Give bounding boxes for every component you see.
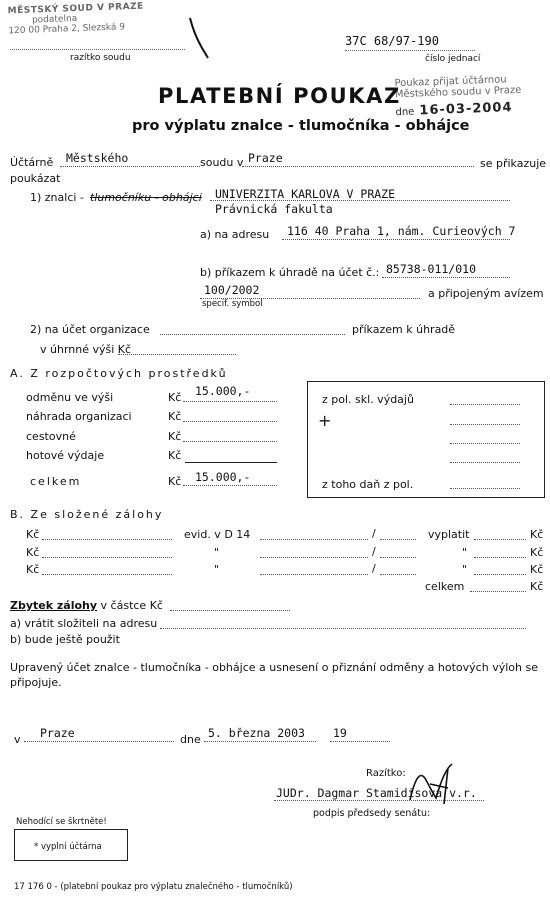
recipient-line2: Právnická fakulta (215, 202, 333, 216)
court-stamp-label: razítko soudu (70, 53, 131, 63)
form-code: 17 176 0 - (platební poukaz pro výplatu znalečného - tlumočníků) (14, 882, 293, 892)
ditto-mark: " (214, 546, 220, 559)
recipient-line1: UNIVERZITA KARLOVA V PRAZE (215, 187, 396, 201)
intro-suffix: se přikazuje (480, 157, 547, 170)
form-title: PLATEBNÍ POUKAZ (158, 84, 401, 108)
remainder-heading-suffix: v částce Kč (100, 599, 163, 612)
row-label: náhrada organizaci (26, 410, 132, 423)
pay-label: vyplatit (428, 528, 470, 541)
date-day-label: dne (180, 733, 201, 746)
court-city: Praze (248, 151, 283, 165)
strike-note: Nehodící se škrtněte! (16, 817, 107, 827)
row-kc: Kč (168, 449, 182, 462)
place-v-label: v (14, 733, 21, 746)
b-slash: / (372, 545, 376, 558)
form-subtitle: pro výplatu znalce - tlumočníka - obhájce (132, 118, 470, 134)
advice-label: a připojeným avízem (428, 287, 544, 300)
account-label: b) příkazem k úhradě na účet č.: (200, 266, 380, 279)
intro-line2: poukázat (10, 172, 61, 185)
box-plus: + (318, 411, 332, 430)
file-number: 37C 68/97-190 (345, 34, 439, 48)
box-label2: z toho daň z pol. (322, 478, 414, 491)
section2-total-label: v úhrnné výši Kč (40, 343, 132, 356)
section2-order-label: příkazem k úhradě (352, 323, 456, 336)
remainder-heading: Zbytek zálohy (10, 599, 98, 612)
specific-symbol: 100/2002 (204, 283, 260, 297)
row-label: odměnu ve výši (26, 391, 114, 404)
b-kc-right: Kč (530, 546, 544, 559)
soudu-label: soudu v (200, 156, 244, 169)
section2-label: 2) na účet organizace (30, 323, 150, 336)
pen-mark-icon (186, 14, 216, 64)
remainder-b: b) bude ještě použit (10, 633, 120, 646)
b-total-label: celkem (425, 580, 465, 593)
section-a-heading: A. Z rozpočtových prostředků (10, 367, 228, 380)
total-value: 15.000,- (195, 470, 251, 484)
sign-label: podpis předsedy senátu: (313, 808, 431, 819)
receipt-date: 16-03-2004 (419, 100, 513, 119)
account-value: 85738-011/010 (386, 262, 477, 276)
note-line1: Upravený účet znalce - tlumočníka - obhájce a usnesení o přiznání odměny a hotových výloh se (10, 661, 538, 674)
b-total-kc: Kč (530, 580, 544, 593)
signer-name: JUDr. Dagmar Stamidisová v.r. (276, 786, 477, 800)
b-slash: / (372, 562, 376, 575)
stamp-label: Razítko: (366, 768, 406, 779)
ditto-mark: " (214, 563, 220, 576)
b-kc: Kč (26, 528, 40, 541)
court-stamp-line3: 120 00 Praha 2, Slezská 9 (8, 22, 126, 37)
struck-text: tlumočníku - obhájci (90, 191, 202, 204)
section1-label: 1) znalci - (30, 191, 84, 204)
row-kc: Kč (168, 391, 182, 404)
b-kc-right: Kč (530, 563, 544, 576)
receipt-stamp (394, 74, 522, 119)
section-b-heading: B. Ze složené zálohy (10, 508, 164, 521)
receipt-stamp-line2: Městského soudu v Praze (394, 84, 522, 101)
court-stamp-line1: MĚSTSKÝ SOUD V PRAZE (7, 1, 144, 17)
remainder-a: a) vrátit složiteli na adresu (10, 617, 158, 630)
court-stamp (8, 2, 145, 37)
row-label: cestovné (26, 430, 76, 443)
row-kc: Kč (168, 475, 182, 488)
row-kc: Kč (168, 410, 182, 423)
b-kc: Kč (26, 563, 40, 576)
row-label: hotové výdaje (26, 449, 105, 462)
b-kc-right: Kč (530, 528, 544, 541)
handwritten-signature-icon (400, 760, 470, 810)
court-name: Městského (66, 151, 129, 165)
address-label: a) na adresu (200, 228, 270, 241)
ditto-mark: " (462, 563, 468, 576)
accounting-box-text: * vyplní účtárna (34, 842, 102, 852)
court-stamp-line2: podatelna (31, 13, 78, 26)
date-value: 5. března 2003 (208, 726, 305, 740)
file-number-line (345, 50, 475, 51)
evid-label: evid. v D 14 (184, 528, 251, 541)
date-year-label: 19 (333, 726, 347, 740)
b-kc: Kč (26, 546, 40, 559)
row-label-total: celkem (30, 475, 82, 488)
row-value: 15.000,- (195, 384, 251, 398)
remainder-heading-row (10, 599, 163, 612)
receipt-stamp-line1: Poukaz přijat účtárnou (394, 74, 507, 90)
b-slash: / (372, 527, 376, 540)
row-kc: Kč (168, 430, 182, 443)
receipt-day-label: dne (395, 106, 415, 119)
note-line2: připojuje. (10, 676, 62, 689)
box-label1: z pol. skl. výdajů (322, 393, 414, 406)
symbol-label: specif. symbol (202, 299, 263, 309)
court-stamp-line (10, 49, 185, 50)
place-value: Praze (40, 726, 75, 740)
intro-prefix: Účtárně (10, 156, 54, 169)
file-number-label: číslo jednací (425, 54, 481, 64)
address-value: 116 40 Praha 1, nám. Curieových 7 (287, 224, 516, 238)
ditto-mark: " (462, 546, 468, 559)
